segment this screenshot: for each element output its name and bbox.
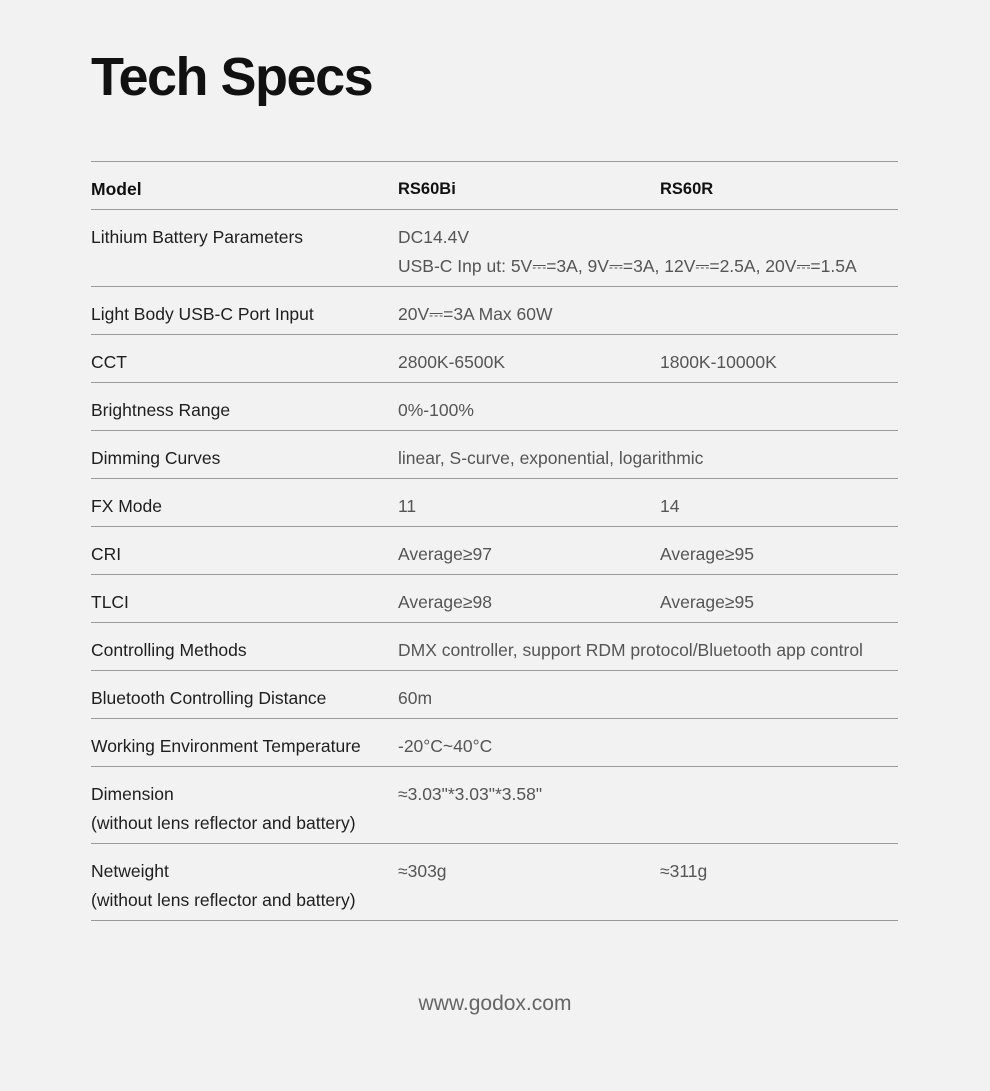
spec-label: FX Mode xyxy=(91,496,162,516)
spec-label-line: Dimension xyxy=(91,784,174,804)
spec-label: Bluetooth Controlling Distance xyxy=(91,688,327,708)
spec-value-rs60bi: 11 xyxy=(398,496,417,516)
table-row-controlling-methods xyxy=(91,623,898,671)
spec-value xyxy=(398,223,898,286)
header-model-label: Model xyxy=(91,179,142,199)
spec-value-rs60bi: 2800K-6500K xyxy=(398,352,506,372)
spec-label: Brightness Range xyxy=(91,400,231,420)
spec-value: -20°C~40°C xyxy=(398,736,493,756)
spec-label-note: (without lens reflector and battery) xyxy=(91,890,356,910)
spec-value-rs60r: 1800K-10000K xyxy=(660,352,777,372)
table-row-dimming-curves xyxy=(91,431,898,479)
table-row-usb-input xyxy=(91,287,898,335)
spec-label: CCT xyxy=(91,352,127,372)
spec-label: Light Body USB-C Port Input xyxy=(91,304,314,324)
table-row-battery xyxy=(91,210,898,287)
spec-label: TLCI xyxy=(91,592,129,612)
spec-label: Controlling Methods xyxy=(91,640,247,660)
spec-value-rs60bi: Average≥97 xyxy=(398,544,492,564)
table-row-dimension xyxy=(91,767,898,844)
spec-value-line: USB-C Inp ut: 5V⎓=3A, 9V⎓=3A, 12V⎓=2.5A, 20V⎓=1.5A xyxy=(398,256,857,276)
spec-value: DMX controller, support RDM protocol/Bluetooth app control xyxy=(398,640,863,660)
specs-table xyxy=(91,161,898,921)
header-model-rs60r: RS60R xyxy=(660,180,714,198)
table-row-brightness xyxy=(91,383,898,431)
spec-label-line: Netweight xyxy=(91,861,169,881)
spec-value-rs60bi: ≈303g xyxy=(398,861,447,881)
spec-value-rs60bi: Average≥98 xyxy=(398,592,492,612)
spec-value-rs60r: 14 xyxy=(660,496,680,516)
website-url: www.godox.com xyxy=(418,992,572,1015)
spec-value: 60m xyxy=(398,688,433,708)
table-row-working-temperature xyxy=(91,719,898,767)
spec-value-rs60r: ≈311g xyxy=(660,861,708,881)
table-row-fx-mode xyxy=(91,479,898,527)
spec-label: CRI xyxy=(91,544,122,564)
table-row-cri xyxy=(91,527,898,575)
spec-value: linear, S-curve, exponential, logarithmic xyxy=(398,448,704,468)
spec-value-line: DC14.4V xyxy=(398,227,470,247)
table-header-row xyxy=(91,162,898,210)
table-row-netweight xyxy=(91,844,898,921)
spec-value-rs60r: Average≥95 xyxy=(660,544,754,564)
spec-label: Working Environment Temperature xyxy=(91,736,361,756)
table-row-tlci xyxy=(91,575,898,623)
spec-label: Lithium Battery Parameters xyxy=(91,227,304,247)
spec-label-note: (without lens reflector and battery) xyxy=(91,813,356,833)
spec-value: ≈3.03"*3.03"*3.58" xyxy=(398,784,543,804)
spec-value-rs60r: Average≥95 xyxy=(660,592,754,612)
header-model-rs60bi: RS60Bi xyxy=(398,180,456,198)
spec-value: 0%-100% xyxy=(398,400,474,420)
spec-value: 20V⎓=3A Max 60W xyxy=(398,304,553,324)
table-row-cct xyxy=(91,335,898,383)
spec-label xyxy=(91,857,398,920)
spec-label: Dimming Curves xyxy=(91,448,221,468)
spec-label xyxy=(91,780,398,843)
page-title: Tech Specs xyxy=(91,47,373,107)
table-row-bluetooth-distance xyxy=(91,671,898,719)
